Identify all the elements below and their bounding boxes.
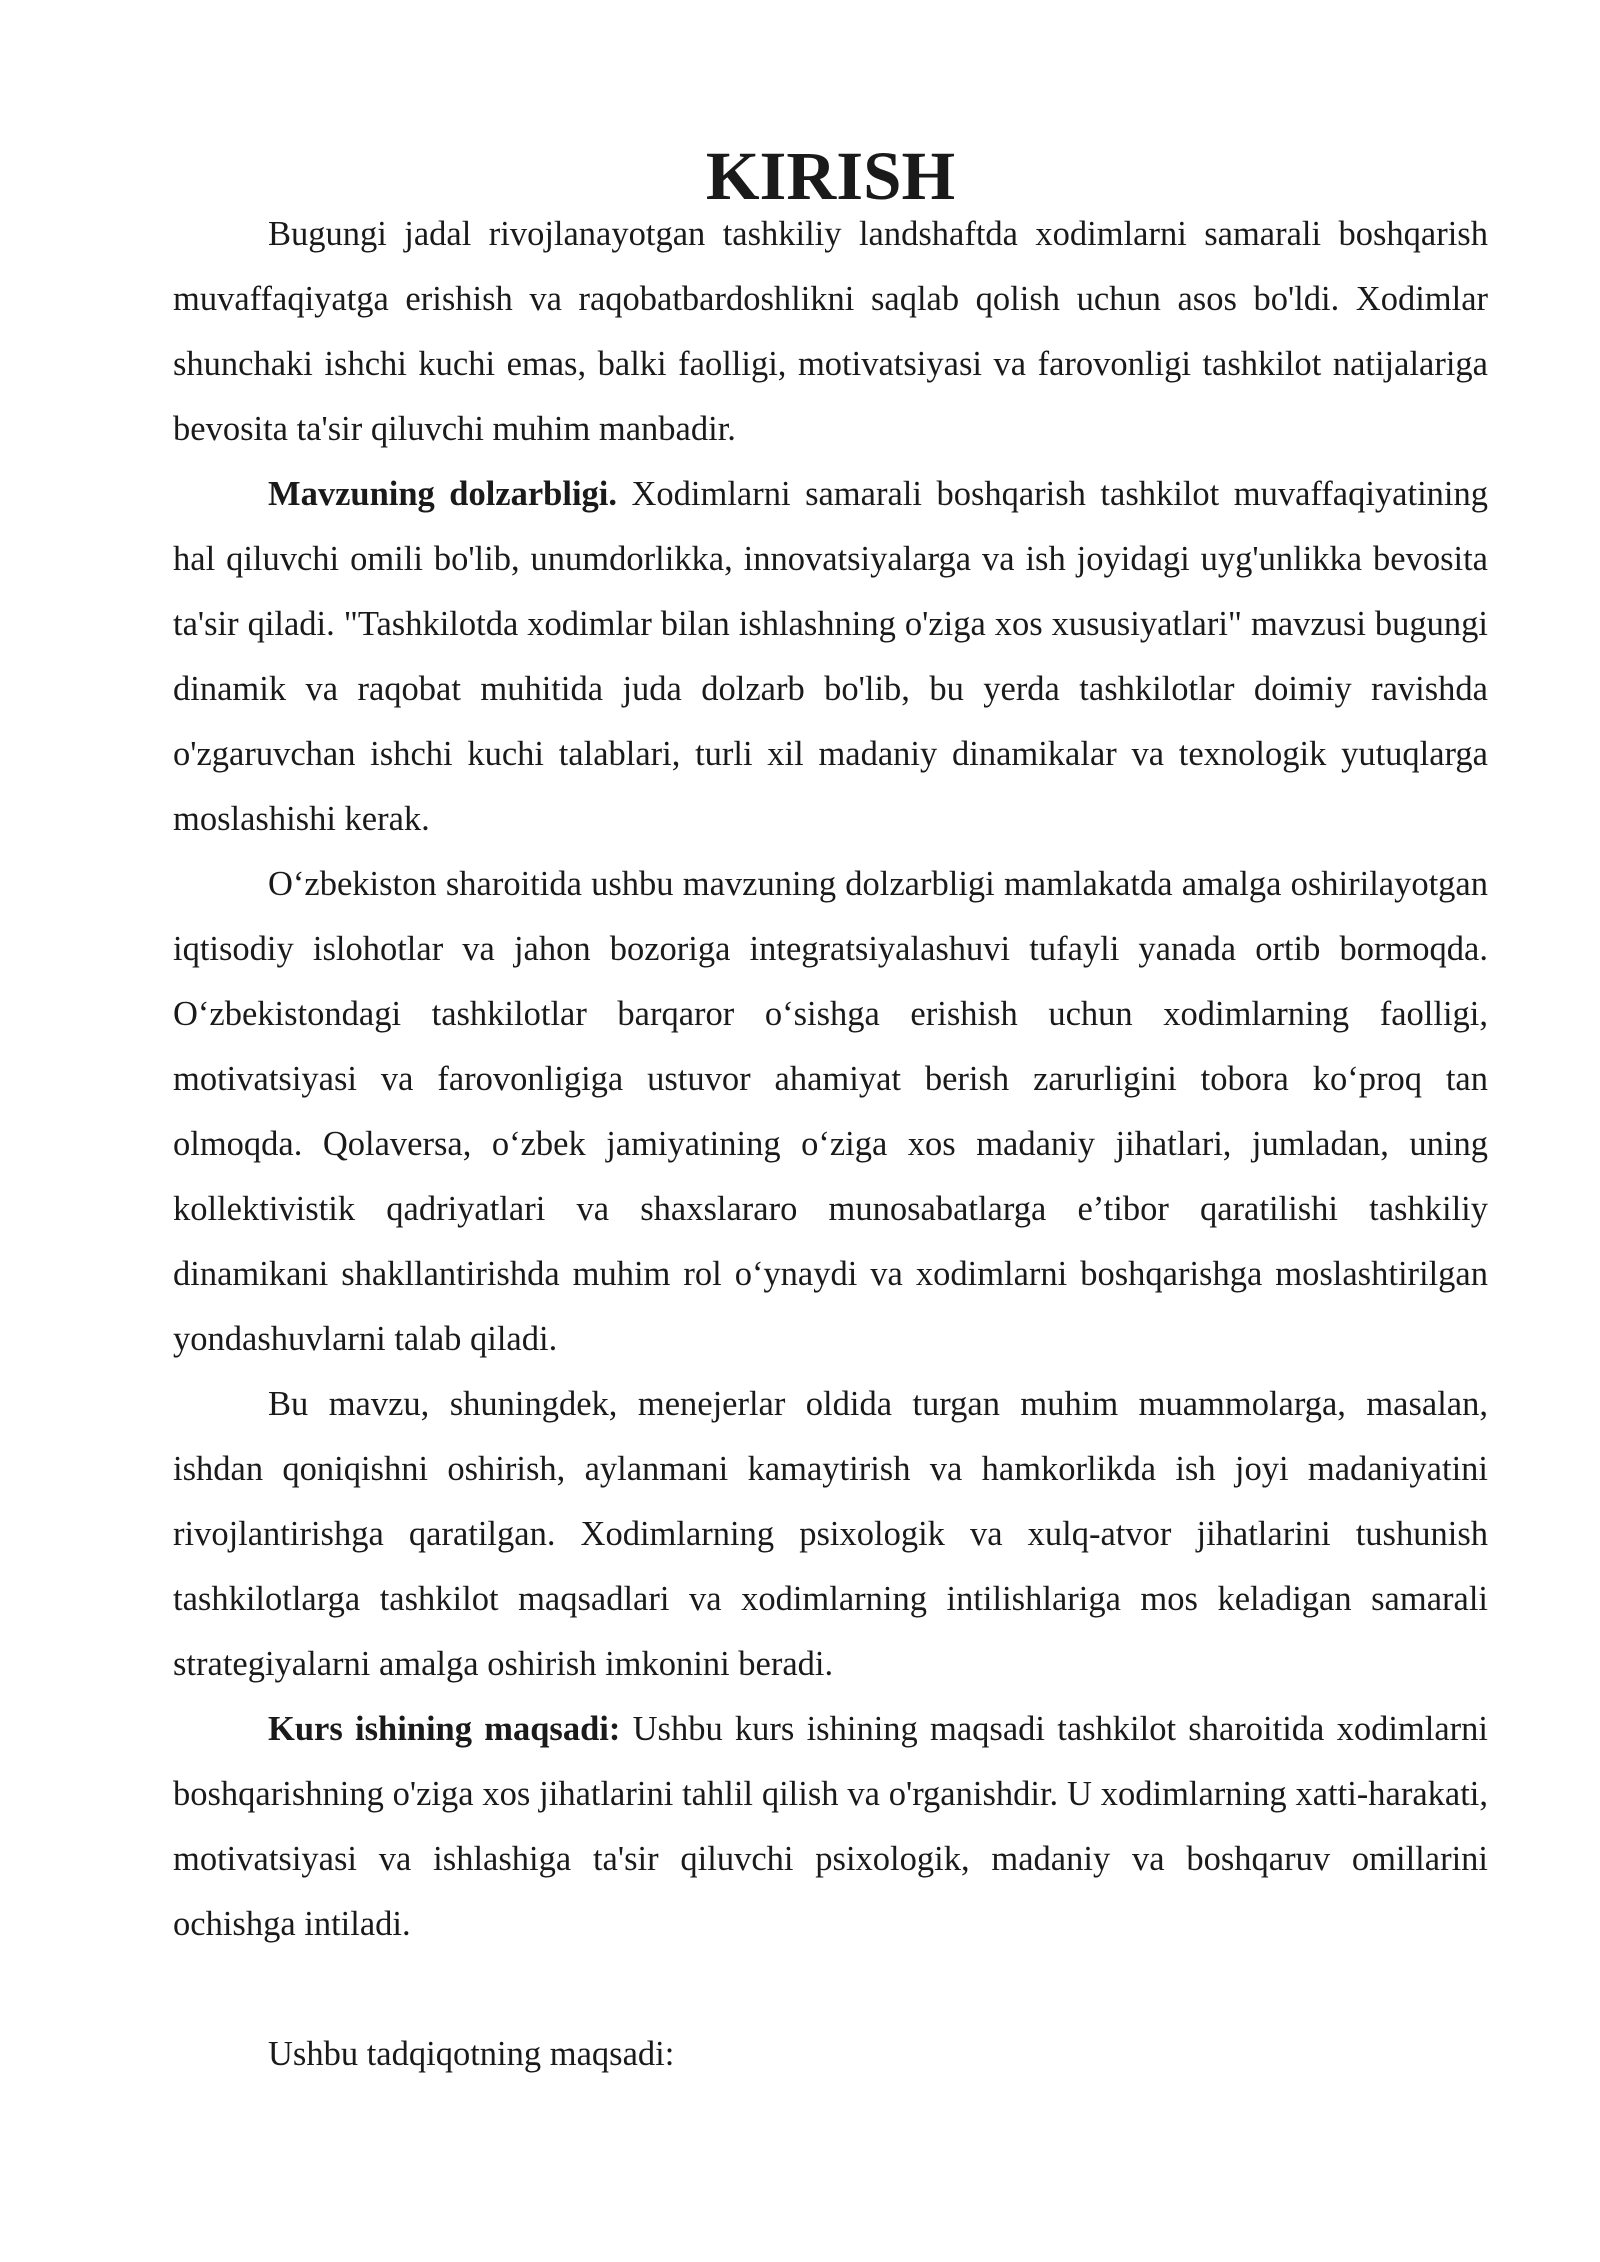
paragraph-lead-heading: Kurs ishining maqsadi: [268,1710,621,1748]
paragraph-research-aim: Ushbu tadqiqotning maqsadi: [268,2035,675,2073]
paragraph-body: Xodimlarni samarali boshqarish tashkilot muvaffaqiyatining hal qiluvchi omili bo'lib, unumdorlikka, innovatsiyalarga va ish joyidagi uyg'unlikka bevosita ta'sir qiladi. "Tashkilotda xodimlar bilan ishlashning o'ziga xos xususiyatlari" mavzusi bugungi dinamik va raqobat muhitida juda dolzarb bo'lib, bu yerda tashkilotlar doimiy ravishda o'zgaruvchan ishchi kuchi talablari, turli xil madaniy dinamikalar va texnologik yutuqlarga moslashishi kerak. [173,475,1488,838]
paragraph-intro [173,202,1488,462]
paragraph-relevance [173,462,1488,852]
paragraph-manager-issues [173,1372,1488,1697]
paragraph-lead-heading: Mavzuning dolzarbligi. [268,475,617,513]
paragraph-body: Bu mavzu, shuningdek, menejerlar oldida turgan muhim muammolarga, masalan, ishdan qoniqishni oshirish, aylanmani kamaytirish va hamkorlikda ish joyi madaniyatini rivojlantirishga qaratilgan. Xodimlarning psixologik va xulq-atvor jihatlarini tushunish tashkilotlarga tashkilot maqsadlari va xodimlarning intilishlariga mos keladigan samarali strategiyalarni amalga oshirish imkonini beradi. [173,1385,1488,1683]
document-page [173,138,1488,2087]
section-title: KIRISH [705,138,956,214]
paragraph-body: Bugungi jadal rivojlanayotgan tashkiliy landshaftda xodimlarni samarali boshqarish muvaffaqiyatga erishish va raqobatbardoshlikni saqlab qolish uchun asos bo'ldi. Xodimlar shunchaki ishchi kuchi emas, balki faolligi, motivatsiyasi va farovonligi tashkilot natijalariga bevosita ta'sir qiluvchi muhim manbadir. [173,215,1488,448]
paragraph-body: Ushbu kurs ishining maqsadi tashkilot sharoitida xodimlarni boshqarishning o'ziga xos jihatlarini tahlil qilish va o'rganishdir. U xodimlarning xatti-harakati, motivatsiyasi va ishlashiga ta'sir qiluvchi psixologik, madaniy va boshqaruv omillarini ochishga intiladi. [173,1710,1488,1943]
blank-line [173,1957,1488,2022]
paragraph-uzbekistan-context [173,852,1488,1372]
paragraph-course-aim [173,1697,1488,1957]
paragraph-body: O‘zbekiston sharoitida ushbu mavzuning dolzarbligi mamlakatda amalga oshirilayotgan iqtisodiy islohotlar va jahon bozoriga integratsiyalashuvi tufayli yanada ortib bormoqda. O‘zbekistondagi tashkilotlar barqaror o‘sishga erishish uchun xodimlarning faolligi, motivatsiyasi va farovonligiga ustuvor ahamiyat berish zarurligini tobora ko‘proq tan olmoqda. Qolaversa, o‘zbek jamiyatining o‘ziga xos madaniy jihatlari, jumladan, uning kollektivistik qadriyatlari va shaxslararo munosabatlarga e’tibor qaratilishi tashkiliy dinamikani shakllantirishda muhim rol o‘ynaydi va xodimlarni boshqarishga moslashtirilgan yondashuvlarni talab qiladi. [173,865,1488,1358]
